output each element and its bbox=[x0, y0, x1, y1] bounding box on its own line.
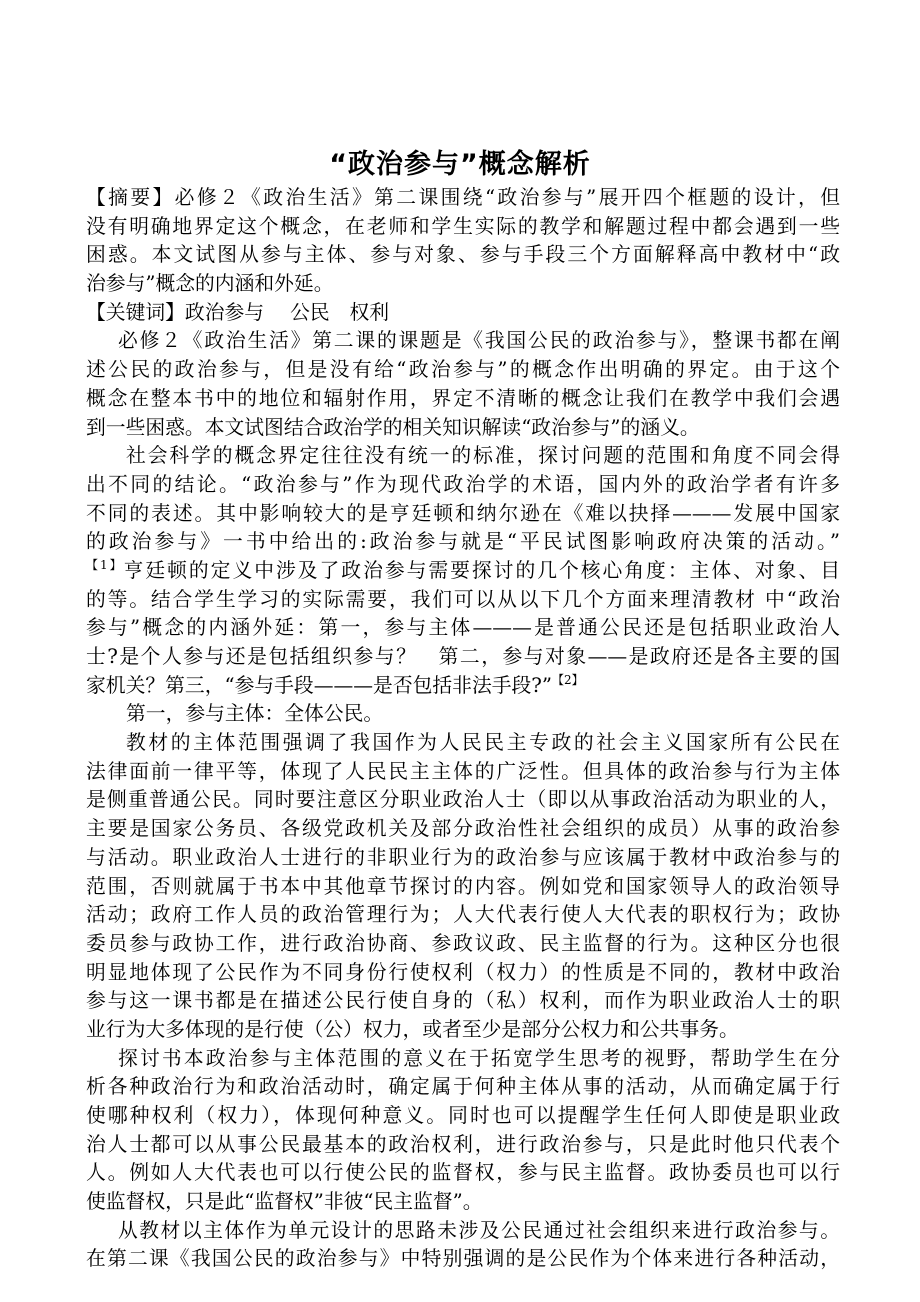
document-body bbox=[86, 184, 840, 1274]
paragraph-line: 的政治参与》一书中给出的:政治参与就是“平民试图影响政府决策的活动。” bbox=[86, 530, 840, 554]
paragraph-line: 必修２《政治生活》第二课的课题是《我国公民的政治参与》，整课书都在阐 bbox=[118, 329, 840, 353]
paragraph-line: 参与”概念的内涵外延：第一，参与主体———是普通公民还是包括职业政治人 bbox=[86, 616, 840, 640]
abstract-line: 没有明确地界定这个概念，在老师和学生实际的教学和解题过程中都会遇到一些 bbox=[86, 214, 840, 238]
page-title: “政治参与”概念解析 bbox=[329, 149, 591, 180]
abstract-line: 【摘要】必修２《政治生活》第二课围绕“政治参与”展开四个框题的设计，但 bbox=[86, 186, 840, 209]
paragraph-line: 在第二课《我国公民的政治参与》中特别强调的是公民作为个体来进行各种活动， bbox=[86, 1247, 840, 1271]
abstract-line: 治参与”概念的内涵和外延。 bbox=[86, 272, 334, 296]
paragraph-line: 法律面前一律平等，体现了人民民主主体的广泛性。但具体的政治参与行为主体 bbox=[86, 759, 840, 783]
paragraph-5 bbox=[86, 1217, 840, 1274]
abstract-line: 困惑。本文试图从参与主体、参与对象、参与手段三个方面解释高中教材中“政 bbox=[86, 243, 840, 267]
reference-mark-1: 【1】 bbox=[86, 557, 124, 572]
paragraph-line: 析各种政治行为和政治活动时，确定属于何种主体从事的活动，从而确定属于行 bbox=[86, 1075, 840, 1099]
paragraph-line: 士?是个人参与还是包括组织参与？ 第二，参与对象——是政府还是各主要的国 bbox=[86, 645, 840, 668]
paragraph-line: 教材的主体范围强调了我国作为人民民主专政的社会主义国家所有公民在 bbox=[126, 731, 840, 755]
keywords: 【关键词】政治参与 公民 权利 bbox=[86, 300, 390, 324]
paragraph-line: 出不同的结论。“政治参与”作为现代政治学的术语，国内外的政治学者有许多 bbox=[86, 472, 840, 496]
paragraph-line: 概念在整本书中的地位和辐射作用，界定不清晰的概念让我们在教学中我们会遇 bbox=[86, 386, 840, 410]
paragraph-3 bbox=[86, 729, 840, 1045]
paragraph-line: 从教材以主体作为单元设计的思路未涉及公民通过社会组织来进行政治参与。 bbox=[118, 1218, 840, 1242]
paragraph-line: 参与这一课书都是在描述公民行使自身的（私）权利，而作为职业政治人士的职 bbox=[86, 989, 840, 1013]
paragraph-line: 使监督权，只是此“监督权”非彼“民主监督”。 bbox=[86, 1190, 483, 1214]
paragraph-2 bbox=[86, 442, 840, 700]
paragraph-line: 范围，否则就属于书本中其他章节探讨的内容。例如党和国家领导人的政治领导 bbox=[86, 874, 840, 898]
paragraph-line: 探讨书本政治参与主体范围的意义在于拓宽学生思考的视野，帮助学生在分 bbox=[118, 1046, 840, 1070]
paragraph-line: 使哪种权利（权力），体现何种意义。同时也可以提醒学生任何人即使是职业政 bbox=[86, 1104, 840, 1127]
paragraph-line bbox=[86, 672, 840, 701]
paragraph-line: 到一些困惑。本文试图结合政治学的相关知识解读“政治参与”的涵义。 bbox=[86, 415, 700, 439]
paragraph-line: 社会科学的概念界定往往没有统一的标准，探讨问题的范围和角度不同会得 bbox=[126, 444, 840, 468]
paragraph-line: 治人士都可以从事公民最基本的政治权利，进行政治参与，只是此时他只代表个 bbox=[86, 1132, 840, 1156]
section-heading: 第一，参与主体：全体公民。 bbox=[126, 702, 384, 726]
paragraph-line: 主要是国家公务员、各级党政机关及部分政治性社会组织的成员）从事的政治参 bbox=[86, 817, 840, 841]
paragraph-line bbox=[86, 557, 840, 586]
paragraph-text: 亨廷顿的定义中涉及了政治参与需要探讨的几个核心角度：主体、对象、目 bbox=[123, 558, 840, 582]
reference-mark-2: 【2】 bbox=[552, 672, 584, 687]
paragraph-line: 业行为大多体现的是行使（公）权力，或者至少是部分公权力和公共事务。 bbox=[86, 1017, 739, 1041]
paragraph-line: 述公民的政治参与，但是没有给“政治参与”的概念作出明确的界定。由于这个 bbox=[86, 358, 840, 382]
paragraph-line: 与活动。职业政治人士进行的非职业行为的政治参与应该属于教材中政治参与的 bbox=[86, 845, 840, 869]
paragraph-line: 委员参与政协工作，进行政治协商、参政议政、民主监督的行为。这种区分也很 bbox=[86, 931, 840, 955]
paragraph-1 bbox=[86, 327, 840, 442]
paragraph-4 bbox=[86, 1045, 840, 1217]
paragraph-line: 的等。结合学生学习的实际需要，我们可以从以下几个方面来理清教材 中“政治 bbox=[86, 587, 840, 611]
paragraph-line: 人。例如人大代表也可以行使公民的监督权，参与民主监督。政协委员也可以行 bbox=[86, 1161, 840, 1185]
paragraph-line: 是侧重普通公民。同时要注意区分职业政治人士（即以从事政治活动为职业的人， bbox=[86, 788, 840, 812]
abstract bbox=[86, 184, 840, 299]
paragraph-text: 家机关？第三，“参与手段———是否包括非法手段?” bbox=[86, 673, 553, 697]
paragraph-line: 不同的表述。其中影响较大的是亨廷顿和纳尔逊在《难以抉择———发展中国家 bbox=[86, 501, 840, 525]
paragraph-line: 明显地体现了公民作为不同身份行使权利（权力）的性质是不同的，教材中政治 bbox=[86, 960, 840, 984]
paragraph-line: 活动；政府工作人员的政治管理行为；人大代表行使人大代表的职权行为；政协 bbox=[86, 903, 840, 927]
